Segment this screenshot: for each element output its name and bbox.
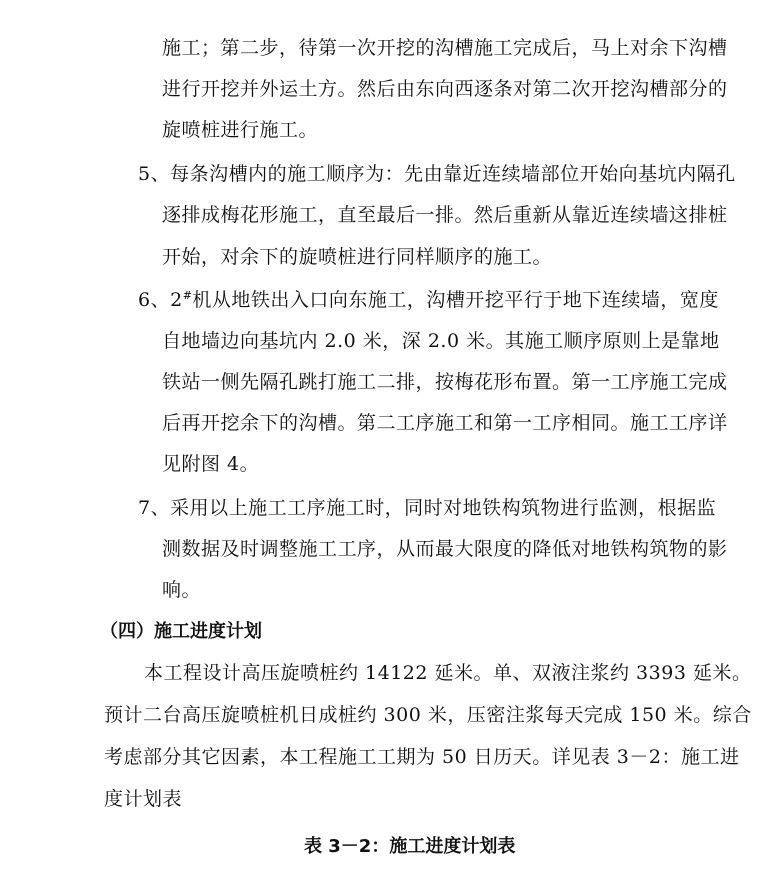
item6-line-1-text: 机从地铁出入口向东施工，沟槽开挖平行于地下连续墙，宽度 — [192, 289, 719, 311]
section-paragraph-line-1: 本工程设计高压旋喷桩约 14122 延米。单、双液注浆约 3393 延米。 — [144, 662, 752, 684]
item7-line-2: 测数据及时调整施工工序，从而最大限度的降低对地铁构筑物的影 — [162, 538, 728, 560]
section-paragraph-line-2: 预计二台高压旋喷桩机日成桩约 300 米，压密注浆每天完成 150 米。综合 — [104, 704, 752, 726]
item6-line-4: 后再开挖余下的沟槽。第二工序施工和第一工序相同。施工工序详 — [162, 412, 728, 434]
item4-line-1: 施工；第二步，待第一次开挖的沟槽施工完成后，马上对余下沟槽 — [162, 37, 728, 59]
item5-line-2: 逐排成梅花形施工，直至最后一排。然后重新从靠近连续墙这排桩 — [162, 204, 728, 226]
section-paragraph-line-4: 度计划表 — [104, 788, 183, 810]
item6-line-3: 铁站一侧先隔孔跳打施工二排，按梅花形布置。第一工序施工完成 — [162, 371, 728, 393]
item6-number: 6、2 — [138, 289, 183, 311]
item5-line-1: 5、每条沟槽内的施工顺序为：先由靠近连续墙部位开始向基坑内隔孔 — [138, 163, 736, 185]
item4-line-3: 旋喷桩进行施工。 — [162, 119, 319, 141]
item6-line-1 — [138, 288, 719, 312]
section-paragraph-line-3: 考虑部分其它因素，本工程施工工期为 50 日历天。详见表 3－2：施工进 — [104, 746, 740, 768]
item5-line-3: 开始，对余下的旋喷桩进行同样顺序的施工。 — [162, 246, 553, 268]
item4-line-2: 进行开挖并外运土方。然后由东向西逐条对第二次开挖沟槽部分的 — [162, 78, 728, 100]
item7-line-3: 响。 — [162, 579, 202, 601]
section-heading: （四）施工进度计划 — [100, 621, 262, 642]
item6-machine-mark: # — [182, 289, 193, 302]
table-caption: 表 3－2：施工进度计划表 — [304, 836, 516, 857]
item6-line-2: 自地墙边向基坑内 2.0 米，深 2.0 米。其施工顺序原则上是靠地 — [162, 330, 720, 352]
item6-line-5: 见附图 4。 — [162, 453, 260, 475]
item7-line-1: 7、采用以上施工工序施工时，同时对地铁构筑物进行监测，根据监 — [138, 497, 717, 519]
